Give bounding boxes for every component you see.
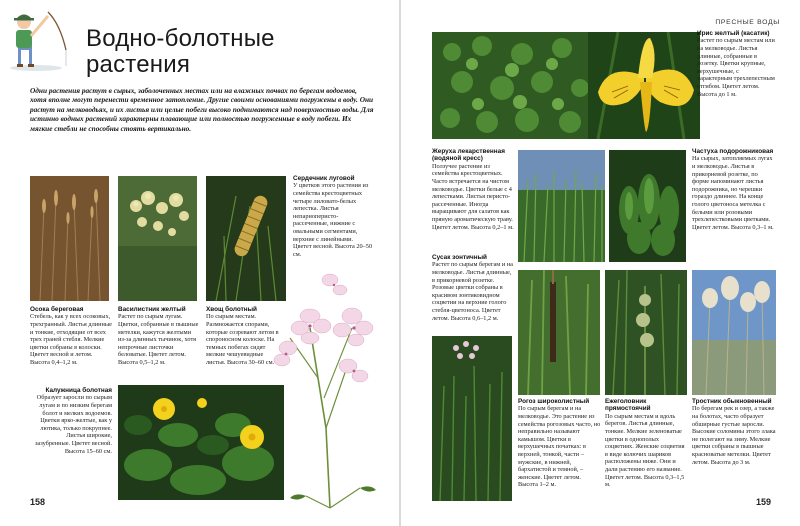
- page-title: [86, 26, 326, 78]
- sedge-body: Стебель, как у всех осоковых, трехгранный. Листья длинные и тонкие, отходящие от всех трех граней стебля. Мелкие цветки собраны в колоски. Цветет весной и летом. Высота 0,4–1,2 м.: [30, 313, 112, 366]
- title-line-1: Водно-болотные: [86, 25, 275, 52]
- page-number-left: 158: [30, 497, 46, 507]
- meadow-rue-photo: [118, 176, 197, 301]
- bur-reed-photo: [605, 270, 687, 395]
- watercress-body: Ползучее растение из семейства крестоцветных. Часто встречается на чистом мелководье. Цветки белые с 4 лепестками. Листья перисто-рассеченные. Иногда выращивают для салатов как пряную ароматическую траву. Цветет летом. Высота 0,2–1 м.: [432, 162, 514, 231]
- cuckoo-flower-body: У цветков этого растения из семейства крестоцветных четыре лиловато-белых лепестка. Листья непарноперисто-рассеченные, нижние с овальными сегментами, верхние с линейными. Цветет весной. Высота 20–50 см.: [293, 182, 373, 258]
- reed-caption: [692, 398, 776, 466]
- yellow-iris-photo: [588, 32, 700, 139]
- flowering-rush-title: Сусак зонтичный: [432, 254, 487, 261]
- title-line-2: растения: [86, 51, 191, 78]
- intro-text: Одни растения растут в сырых, заболоченных местах или на влажных почвах по берегам водоемов, хотя вполне могут перенести временное затопление. Другие своими основаниями погружены в воду. Они растут на мелководьях, и их листья или целые побеги высоко поднимаются над поверхностью воды. Для истинно водных растений характерны плавающие или полностью погруженные в воду побеги. Их мягкие стебли не способны стоять вертикально.: [30, 86, 374, 133]
- water-plantain-photo: [609, 150, 686, 262]
- flowering-rush-body: Растет по сырым берегам и на мелководье. Листья длинные, в прикорневой розетке. Розовые цветки собраны в красивом зонтиковидном соцветии на верхние голого стебля-цветоноса. Цветет летом. Высота 0,6–1,2 м.: [432, 261, 513, 322]
- bulrush-caption: [518, 398, 602, 489]
- yellow-iris-body: Растет по сырым местам или на мелководье. Листья длинные, собранные в розетку. Цветки крупные, верхушечные, с характерным трехлепестным отгибом. Цветет летом. Высота до 1 м.: [697, 37, 775, 98]
- meadow-rue-caption: [118, 306, 200, 367]
- marsh-marigold-caption: [30, 387, 112, 455]
- marsh-marigold-title: Калужница болотная: [45, 387, 112, 394]
- horsetail-body: По сырым местам. Размножается спорами, которые созревают летом в спороносном колоске. На темных побегах сидят мелкие чешуевидные листья. Высота 30–60 см.: [206, 313, 279, 366]
- flowering-rush-photo: [432, 336, 512, 501]
- cuckoo-flower-illustration: [270, 268, 390, 508]
- meadow-rue-body: Растет по сырым лугам. Цветки, собранные в пышные метелки, кажутся желтыми из-за длинных тычинок, хотя непрочные листочки беловатые. Цветет летом. Высота 0,5–1,2 м.: [118, 313, 199, 366]
- mascot-illustration: [4, 6, 70, 72]
- meadow-rue-title: Василистник желтый: [118, 306, 186, 313]
- flowering-rush-caption: [432, 254, 514, 322]
- sedge-title: Осока береговая: [30, 306, 84, 313]
- reed-title: Тростник обыкновенный: [692, 398, 772, 405]
- cuckoo-flower-title: Сердечник луговой: [293, 175, 355, 182]
- water-plantain-title: Частуха подорожниковая: [692, 148, 774, 155]
- water-plantain-caption: [692, 148, 774, 231]
- book-gutter: [399, 0, 401, 526]
- bur-reed-caption: [605, 398, 689, 489]
- sedge-photo: [30, 176, 109, 301]
- section-label: ПРЕСНЫЕ ВОДЫ: [715, 19, 780, 26]
- watercress-caption: [432, 148, 514, 231]
- reed-photo: [692, 270, 776, 395]
- cuckoo-flower-caption: [293, 175, 373, 258]
- bulrush-photo: [518, 270, 600, 395]
- marsh-marigold-body: Образует заросли по сырым лугам и по низким берегам болот и мелких водоемов. Цветки ярко-желтые, как у лютика, только покрупнее. Листья широкие, зазубренные. Цветет весной. Высота 15–60 см.: [34, 394, 112, 455]
- marsh-marigold-photo: [118, 385, 284, 500]
- yellow-iris-title: Ирис желтый (касатик): [697, 30, 770, 37]
- bulrush-body: По сырым берегам и на мелководье. Это растение из семейства рогозовых часто, но неправильно называют камышом. Цветки в верхушечных початках: в верхней, тонкой, части – мужские, в нижней, бархатистой и темной, – женские. Цветет летом. Высота 1–2 м.: [518, 405, 601, 489]
- water-plantain-body: На сырых, затопляемых лугах и мелководье. Листья в прикорневой розетке, по форме напоминают листья подорожника, но черешки гораздо длиннее. На конце голого цветоноса метелка с белыми или розовыми трехлепестковыми цветками. Цветет летом. Высота 0,3–1 м.: [692, 155, 774, 231]
- bur-reed-body: По сырым местам и вдоль берегов. Листья длинные, тонкие. Мелкие зеленоватые цветки в однополых соцветиях. Женские соцветия в виде колючих шариков расположены ниже. Они и дали растению его название. Цветет летом. Высота 0,3–1,5 м.: [605, 412, 685, 489]
- marsh-grass-photo: [518, 150, 605, 262]
- reed-body: По берегам рек и озер, а также на болотах, часто образует обширные густые заросли. Высокие соломины этого злака не полегают на зиму. Мелкие цветки собраны в пышные красноватые метелки. Цветет летом. Высота до 3 м.: [692, 405, 776, 466]
- yellow-iris-caption: [697, 30, 775, 98]
- bulrush-title: Рогоз широколистный: [518, 398, 590, 405]
- sedge-caption: [30, 306, 112, 367]
- horsetail-title: Хвощ болотный: [206, 306, 257, 313]
- watercress-title: Жеруха лекарственная (водяной кресс): [432, 148, 505, 163]
- page-number-right: 159: [756, 497, 772, 507]
- horsetail-caption: [206, 306, 284, 367]
- bur-reed-title: Ежеголовник прямостоячий: [605, 398, 651, 413]
- watercress-photo: [432, 32, 592, 139]
